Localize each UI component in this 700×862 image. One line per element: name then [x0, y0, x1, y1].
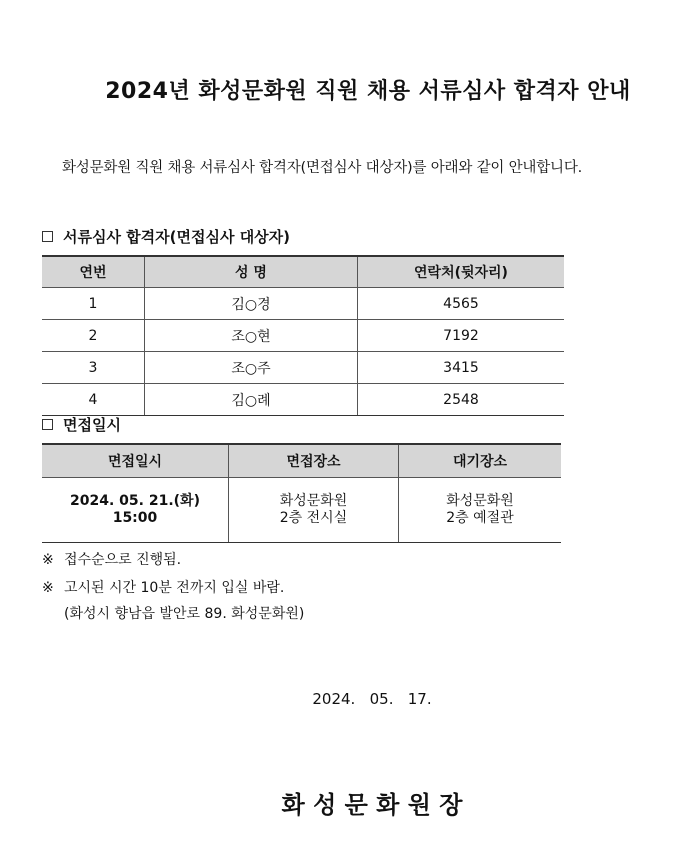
- column-header-place: 면접장소: [229, 444, 399, 478]
- note-text: 고시된 시간 10분 전까지 입실 바람.: [64, 580, 285, 596]
- cell-no: 1: [42, 288, 145, 320]
- intro-text: 화성문화원 직원 채용 서류심사 합격자(면접심사 대상자)를 아래와 같이 안내합니다.: [62, 160, 583, 176]
- column-header-datetime: 면접일시: [42, 444, 229, 478]
- note-order: [42, 549, 181, 569]
- section-applicants-heading: [42, 226, 290, 247]
- cell-datetime: [42, 478, 229, 543]
- signature: 화 성 문 화 원 장: [281, 791, 463, 819]
- applicants-table: [42, 255, 564, 416]
- cell-contact: 7192: [358, 320, 565, 352]
- table-row: [42, 384, 564, 416]
- datetime-date: 2024. 05. 21.(화): [70, 493, 200, 509]
- interview-table: [42, 443, 561, 543]
- table-row: [42, 320, 564, 352]
- cell-place: [229, 478, 399, 543]
- waiting-name: 화성문화원: [446, 493, 514, 509]
- cell-contact: 4565: [358, 288, 565, 320]
- section-heading-label: 면접일시: [63, 416, 121, 434]
- column-header-name: 성 명: [145, 256, 358, 288]
- cell-name: 김○례: [145, 384, 358, 416]
- note-text: 접수순으로 진행됨.: [64, 552, 182, 568]
- cell-name: 조○현: [145, 320, 358, 352]
- document-date: 2024. 05. 17.: [312, 690, 432, 708]
- cell-name: 조○주: [145, 352, 358, 384]
- note-address: (화성시 향남읍 발안로 89. 화성문화원): [64, 606, 305, 622]
- reference-mark-icon: ※: [42, 552, 54, 568]
- column-header-waiting: 대기장소: [399, 444, 562, 478]
- table-header-row: [42, 444, 561, 478]
- reference-mark-icon: ※: [42, 580, 54, 596]
- cell-name: 김○경: [145, 288, 358, 320]
- cell-no: 2: [42, 320, 145, 352]
- waiting-room: 2층 예절관: [446, 510, 514, 526]
- cell-contact: 3415: [358, 352, 565, 384]
- column-header-no: 연번: [42, 256, 145, 288]
- column-header-contact: 연락처(뒷자리): [358, 256, 565, 288]
- table-row: [42, 352, 564, 384]
- checkbox-square-icon: [42, 231, 53, 242]
- checkbox-square-icon: [42, 419, 53, 430]
- datetime-time: 15:00: [112, 510, 158, 526]
- cell-no: 4: [42, 384, 145, 416]
- table-row: [42, 288, 564, 320]
- cell-no: 3: [42, 352, 145, 384]
- section-interview-heading: [42, 414, 121, 435]
- document-title: 2024년 화성문화원 직원 채용 서류심사 합격자 안내: [105, 79, 631, 104]
- place-name: 화성문화원: [279, 493, 348, 509]
- cell-contact: 2548: [358, 384, 565, 416]
- note-arrival: [42, 577, 284, 597]
- section-heading-label: 서류심사 합격자(면접심사 대상자): [63, 228, 291, 246]
- cell-waiting: [399, 478, 562, 543]
- table-row: [42, 478, 561, 543]
- table-header-row: [42, 256, 564, 288]
- place-room: 2층 전시실: [279, 510, 348, 526]
